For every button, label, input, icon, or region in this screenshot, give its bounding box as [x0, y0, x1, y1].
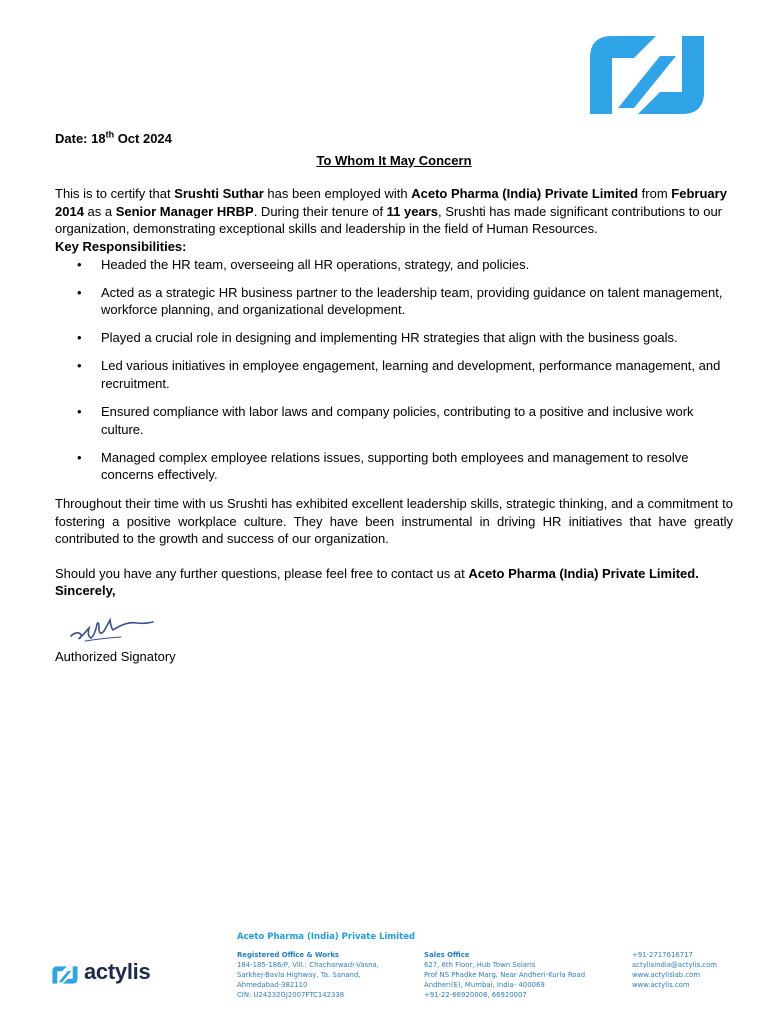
- list-item: • Led various initiatives in employee engagement, learning and development, performance management, and recruitment.: [77, 358, 721, 392]
- list-item: • Played a crucial role in designing and implementing HR strategies that align with the business goals.: [77, 330, 678, 346]
- bullet-icon: •: [77, 256, 82, 272]
- sales-office: Sales Office 627, 6th Floor, Hub Town Solaris Prof NS Phadke Marg, Near Andheri-Kurla Road Andheri(E), Mumbai, India- 400069 +91-22-66920008, 66920007: [424, 951, 586, 999]
- bullet-icon: •: [77, 284, 82, 300]
- footer-company: Aceto Pharma (India) Private Limited: [237, 932, 416, 942]
- summary-paragraph: Throughout their time with us Srushti has exhibited excellent leadership skills, strategic thinking, and a commitment to fostering a positive workplace culture. They have been instrumental in driving HR initiatives that have greatly contributed to the growth and success of our organization.: [55, 496, 733, 547]
- list-item: • Managed complex employee relations issues, supporting both employees and management to resolve concerns effectively.: [77, 449, 689, 483]
- signature-image: [65, 602, 157, 648]
- actylis-swoosh-icon: [52, 963, 78, 987]
- letter-body: [55, 130, 733, 666]
- footer-logo: [52, 959, 176, 988]
- letterhead-footer: [0, 928, 768, 1024]
- actylis-swoosh-icon: [588, 34, 706, 116]
- registered-office: Registered Office & Works 184-185-186/P, Vill.: Chacharwadi-Vasna, Sarkhej-Bavla Highway, Ta. Sanand, Ahmedabad-382110 CIN: U24232GJ2007FTC142338: [237, 951, 379, 999]
- letter-heading: To Whom It May Concern: [316, 152, 472, 168]
- footer-brand: actylis: [84, 959, 151, 984]
- contact-details: +91-2717616717 actylisindia@actylis.com www.actylislab.com www.actylis.com: [632, 951, 718, 989]
- signatory-label: Authorized Signatory: [55, 648, 176, 664]
- bullet-icon: •: [77, 449, 82, 465]
- responsibilities-list: [55, 256, 733, 484]
- responsibilities-heading: Key Responsibilities:: [55, 238, 187, 254]
- list-item: • Ensured compliance with labor laws and company policies, contributing to a positive and inclusive work culture.: [77, 404, 694, 437]
- intro-paragraph: This is to certify that Srushti Suthar has been employed with Aceto Pharma (India) Private Limited from February 2014 as a Senior Manager HRBP. During their tenure of 11 years, Srushti has made significant contributions to our organization, demonstrating exceptional skills and leadership in the field of Human Resources.: [55, 186, 727, 237]
- contact-paragraph: Should you have any further questions, please feel free to contact us at Aceto Pharma (India) Private Limited.: [55, 565, 699, 581]
- bullet-icon: •: [77, 358, 82, 374]
- list-item: • Headed the HR team, overseeing all HR operations, strategy, and policies.: [77, 256, 530, 272]
- letter-date: Date: 18th Oct 2024: [55, 129, 172, 146]
- bullet-icon: •: [77, 404, 82, 420]
- sign-off: Sincerely,: [55, 583, 116, 599]
- bullet-icon: •: [77, 330, 82, 346]
- list-item: • Acted as a strategic HR business partner to the leadership team, providing guidance on talent management, workforce planning, and organizational development.: [77, 284, 723, 318]
